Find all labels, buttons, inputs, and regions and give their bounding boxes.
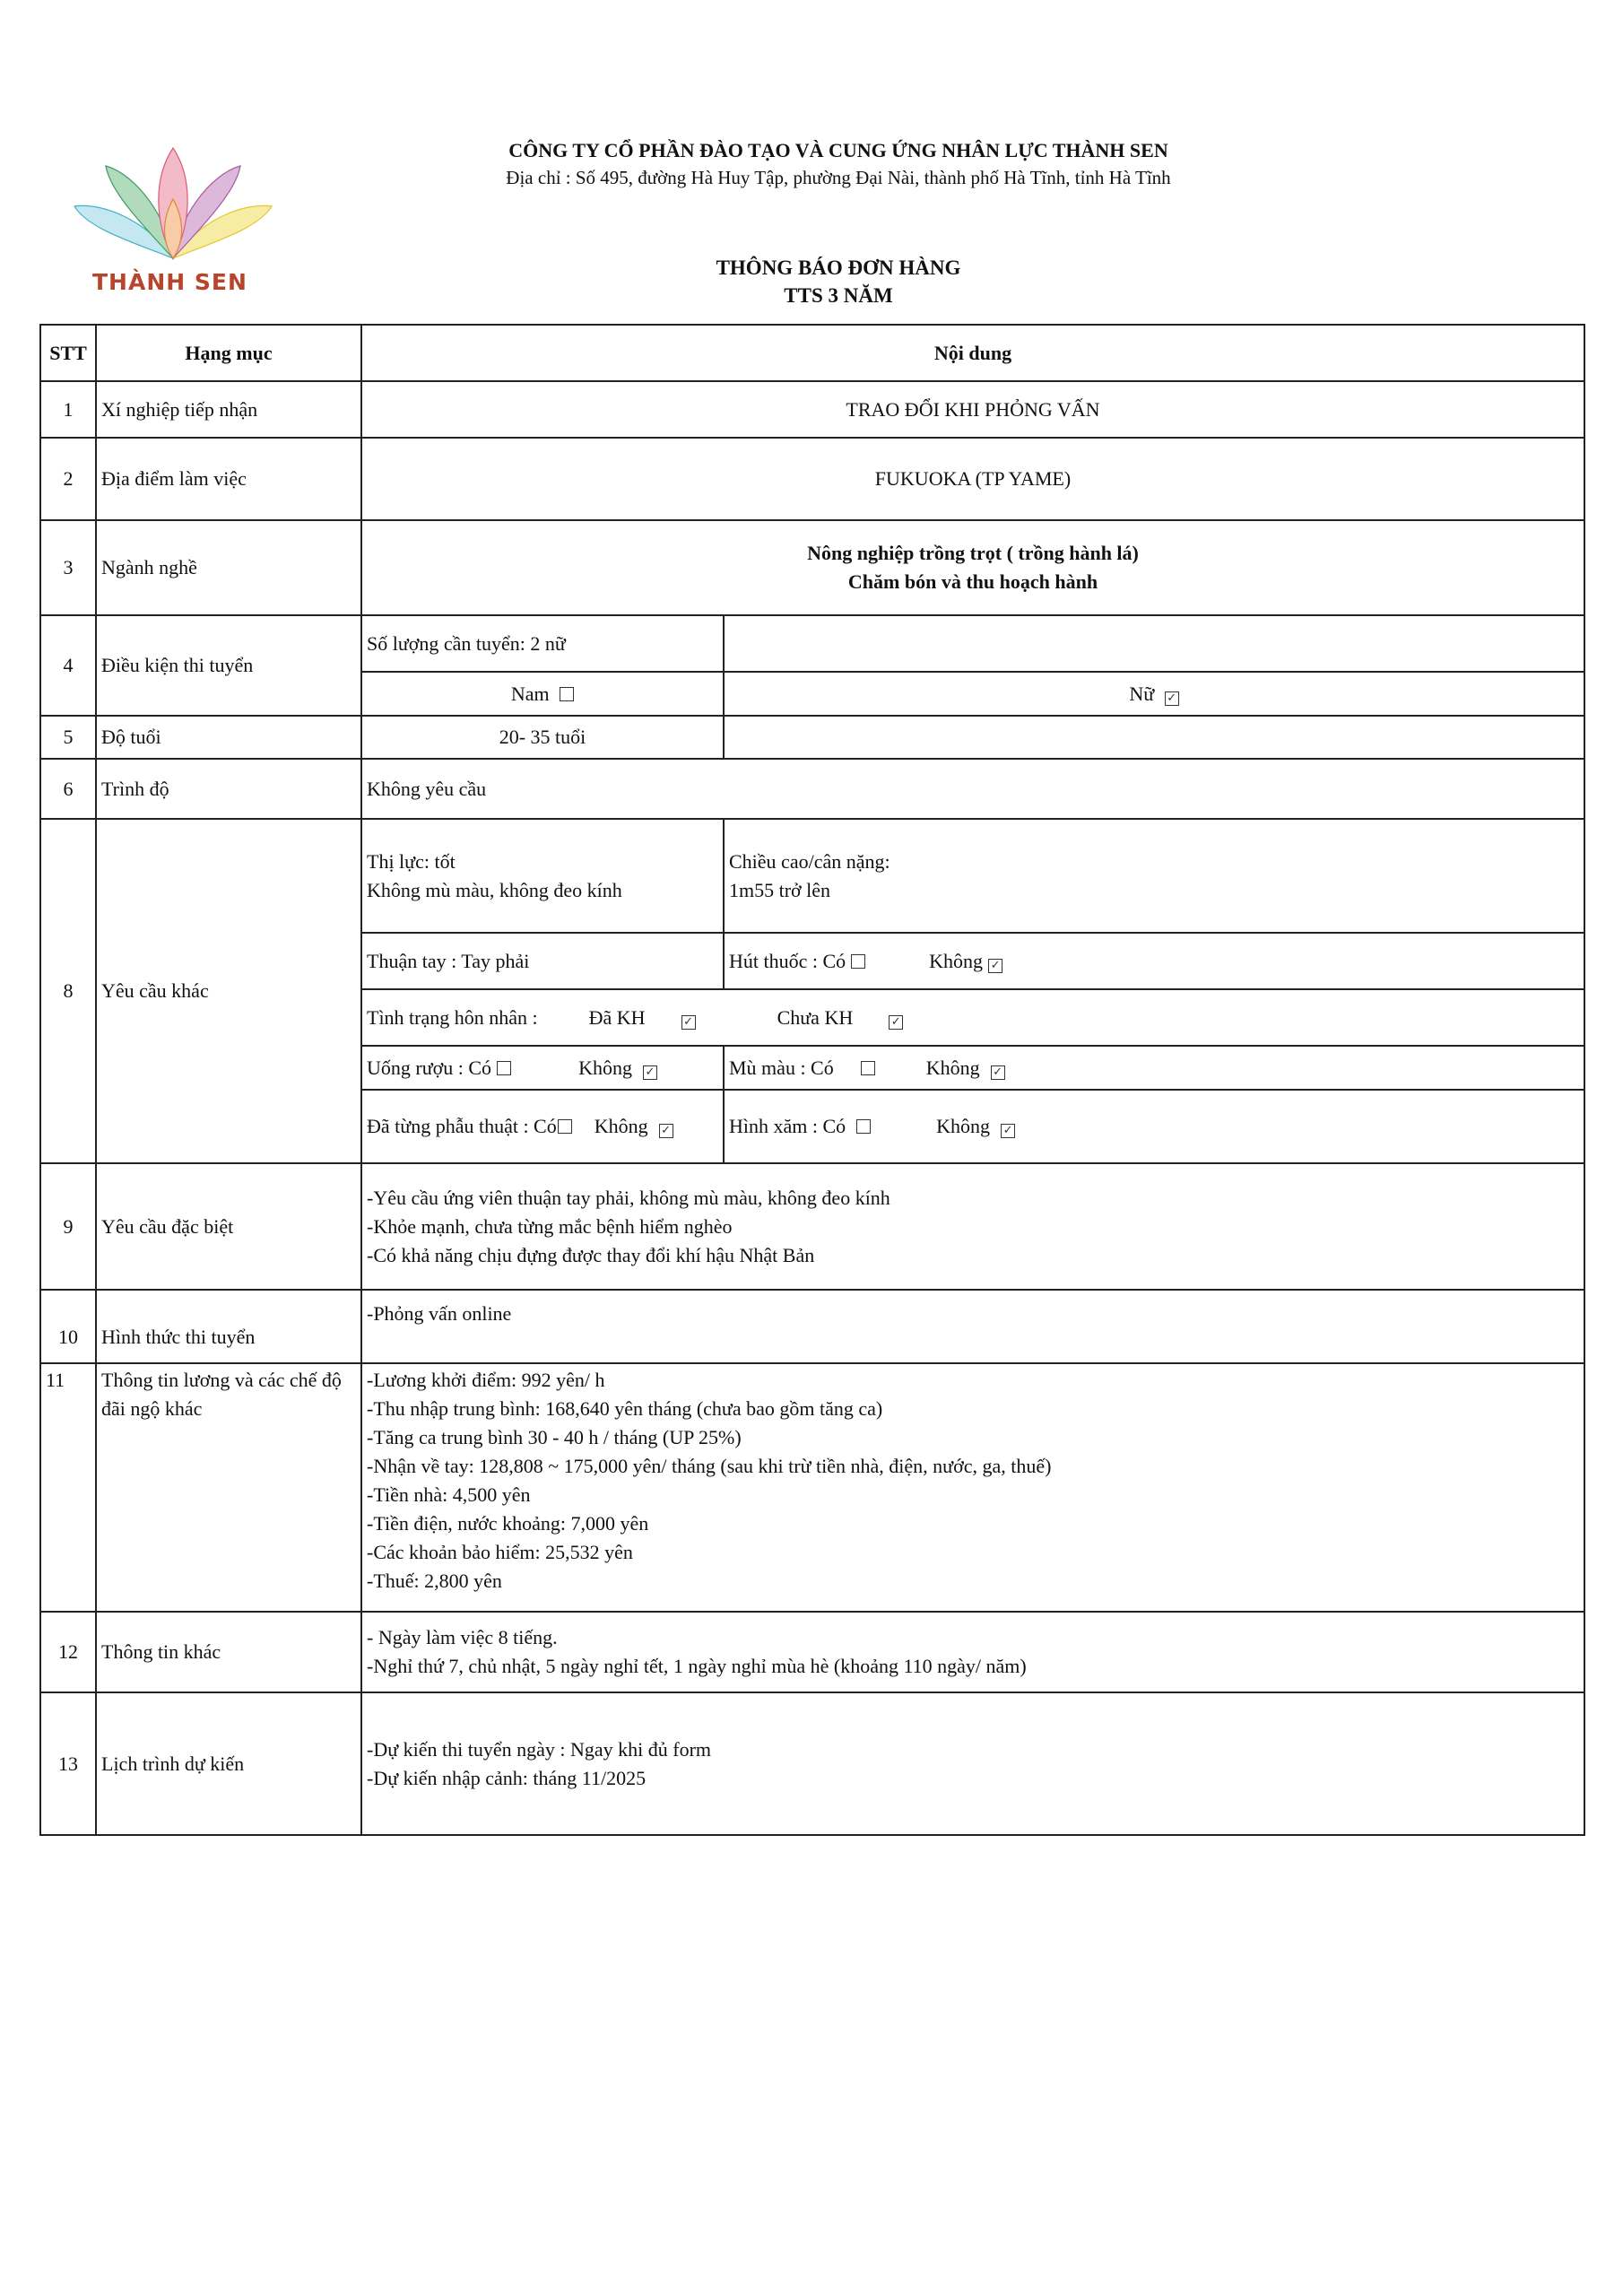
row-content	[361, 1363, 1584, 1612]
row-label: Điều kiện thi tuyển	[96, 615, 361, 716]
row-label: Lịch trình dự kiến	[96, 1692, 361, 1835]
row-number: 11	[40, 1363, 96, 1612]
occupation-line: Chăm bón và thu hoạch hành	[847, 570, 1098, 593]
table-row	[40, 1692, 1584, 1835]
info-line: -Nghỉ thứ 7, chủ nhật, 5 ngày nghỉ tết, 1 ngày nghỉ mùa hè (khoảng 110 ngày/ năm)	[367, 1655, 1027, 1677]
tattoo-no-label: Không	[936, 1115, 991, 1137]
row-number: 8	[40, 819, 96, 1163]
table-row	[40, 1612, 1584, 1692]
row-content	[361, 1163, 1584, 1290]
salary-line: -Tăng ca trung bình 30 - 40 h / tháng (UP 25%)	[367, 1426, 742, 1448]
colorblind-no-label: Không	[925, 1056, 980, 1079]
empty-cell	[724, 615, 1584, 672]
tattoo-cell	[724, 1090, 1584, 1163]
height-cell	[724, 819, 1584, 933]
row-content	[361, 1612, 1584, 1692]
schedule-line: -Dự kiến thi tuyển ngày : Ngay khi đủ form	[367, 1737, 712, 1761]
tattoo-label: Hình xăm : Có	[729, 1115, 846, 1137]
row-label: Thông tin lương và các chế độ đãi ngộ khác	[96, 1363, 361, 1612]
requirement-line: -Yêu cầu ứng viên thuận tay phải, không mù màu, không đeo kính	[367, 1186, 890, 1209]
table-row	[40, 615, 1584, 672]
salary-line: -Lương khởi điểm: 992 yên/ h	[367, 1369, 605, 1391]
alcohol-yes-checkbox[interactable]	[497, 1061, 511, 1075]
surgery-no-checkbox[interactable]: ✓	[659, 1124, 673, 1138]
smoking-cell	[724, 933, 1584, 989]
gender-male-cell	[361, 672, 724, 716]
surgery-cell	[361, 1090, 724, 1163]
header-content: Nội dung	[361, 325, 1584, 381]
company-logo	[70, 144, 276, 314]
table-header-row	[40, 325, 1584, 381]
handedness-cell: Thuận tay : Tay phải	[361, 933, 724, 989]
tattoo-yes-checkbox[interactable]	[856, 1119, 871, 1134]
row-label: Độ tuổi	[96, 716, 361, 759]
header-stt: STT	[40, 325, 96, 381]
gender-female-label: Nữ	[1129, 682, 1155, 705]
colorblind-label: Mù màu : Có	[729, 1056, 834, 1079]
salary-line: -Thu nhập trung bình: 168,640 yên tháng (chưa bao gồm tăng ca)	[367, 1397, 883, 1420]
gender-female-cell	[724, 672, 1584, 716]
male-checkbox[interactable]	[560, 687, 574, 701]
surgery-label: Đã từng phẫu thuật : Có	[367, 1115, 557, 1137]
row-label: Xí nghiệp tiếp nhận	[96, 381, 361, 438]
company-name: CÔNG TY CỔ PHẦN ĐÀO TẠO VÀ CUNG ỨNG NHÂN LỰC THÀNH SEN	[508, 139, 1168, 161]
document-title: THÔNG BÁO ĐƠN HÀNG	[716, 257, 961, 279]
row-number: 6	[40, 759, 96, 819]
married-label: Đã KH	[588, 1005, 646, 1029]
eyesight-line: Không mù màu, không đeo kính	[367, 878, 622, 901]
smoking-no-checkbox[interactable]: ✓	[988, 959, 1002, 973]
row-label: Thông tin khác	[96, 1612, 361, 1692]
smoking-yes-checkbox[interactable]	[851, 954, 865, 969]
salary-line: -Tiền nhà: 4,500 yên	[367, 1483, 531, 1506]
document-subtitle: TTS 3 NĂM	[784, 284, 893, 307]
alcohol-no-label: Không	[578, 1056, 632, 1079]
empty-cell	[724, 716, 1584, 759]
row-number: 4	[40, 615, 96, 716]
table-row	[40, 716, 1584, 759]
table-row	[40, 1290, 1584, 1363]
surgery-yes-checkbox[interactable]	[558, 1119, 572, 1134]
smoking-no-label: Không	[929, 949, 984, 972]
row-number: 9	[40, 1163, 96, 1290]
eyesight-line: Thị lực: tốt	[367, 849, 456, 873]
colorblind-cell	[724, 1046, 1584, 1090]
alcohol-no-checkbox[interactable]: ✓	[643, 1065, 657, 1080]
row-label: Địa điểm làm việc	[96, 438, 361, 520]
marital-cell	[361, 989, 1584, 1046]
single-checkbox[interactable]: ✓	[889, 1015, 903, 1030]
row-label: Yêu cầu khác	[96, 819, 361, 1163]
company-address: Địa chỉ : Số 495, đường Hà Huy Tập, phường Đại Nài, thành phố Hà Tĩnh, tỉnh Hà Tĩnh	[506, 167, 1171, 188]
table-row	[40, 381, 1584, 438]
info-line: - Ngày làm việc 8 tiếng.	[367, 1626, 558, 1648]
table-row	[40, 1363, 1584, 1612]
married-checkbox[interactable]: ✓	[681, 1015, 696, 1030]
row-label: Trình độ	[96, 759, 361, 819]
row-content: FUKUOKA (TP YAME)	[361, 438, 1584, 520]
row-number: 5	[40, 716, 96, 759]
lotus-icon	[70, 144, 276, 278]
gender-male-label: Nam	[510, 682, 550, 705]
salary-line: -Thuế: 2,800 yên	[367, 1570, 502, 1592]
row-number: 13	[40, 1692, 96, 1835]
table-row	[40, 520, 1584, 615]
header-item: Hạng mục	[96, 325, 361, 381]
row-label: Ngành nghề	[96, 520, 361, 615]
row-number: 2	[40, 438, 96, 520]
row-content	[361, 1692, 1584, 1835]
row-content: Không yêu cầu	[361, 759, 1584, 819]
eyesight-cell	[361, 819, 724, 933]
requirement-line: -Khỏe mạnh, chưa từng mắc bệnh hiểm nghèo	[367, 1214, 733, 1238]
row-content	[361, 520, 1584, 615]
female-checkbox[interactable]: ✓	[1165, 691, 1179, 706]
logo-text: THÀNH SEN	[92, 269, 247, 295]
occupation-line: Nông nghiệp trồng trọt ( trồng hành lá)	[807, 542, 1139, 564]
salary-line: -Các khoản bảo hiểm: 25,532 yên	[367, 1541, 633, 1563]
salary-line: -Nhận về tay: 128,808 ~ 175,000 yên/ tháng (sau khi trừ tiền nhà, điện, nước, ga, thuế)	[367, 1455, 1052, 1477]
row-number: 1	[40, 381, 96, 438]
table-row	[40, 1163, 1584, 1290]
alcohol-cell	[361, 1046, 724, 1090]
row-number: 3	[40, 520, 96, 615]
colorblind-no-checkbox[interactable]: ✓	[991, 1065, 1005, 1080]
single-label: Chưa KH	[777, 1005, 854, 1029]
row-label: Hình thức thi tuyển	[96, 1290, 361, 1363]
smoking-label: Hút thuốc : Có	[729, 949, 846, 972]
table-row	[40, 819, 1584, 933]
salary-line: -Tiền điện, nước khoảng: 7,000 yên	[367, 1512, 649, 1535]
row-number: 12	[40, 1612, 96, 1692]
height-line: 1m55 trở lên	[729, 878, 831, 901]
marital-label: Tình trạng hôn nhân :	[367, 1005, 538, 1029]
quantity-cell: Số lượng cần tuyển: 2 nữ	[361, 615, 724, 672]
row-label: Yêu cầu đặc biệt	[96, 1163, 361, 1290]
row-content: TRAO ĐỔI KHI PHỎNG VẤN	[361, 381, 1584, 438]
table-row	[40, 438, 1584, 520]
table-row	[40, 759, 1584, 819]
row-number: 10	[40, 1290, 96, 1363]
surgery-no-label: Không	[594, 1115, 648, 1137]
alcohol-label: Uống rượu : Có	[367, 1056, 492, 1079]
row-content: -Phỏng vấn online	[361, 1290, 1584, 1363]
height-line: Chiều cao/cân nặng:	[729, 849, 890, 873]
tattoo-no-checkbox[interactable]: ✓	[1001, 1124, 1015, 1138]
order-table	[39, 324, 1585, 1836]
requirement-line: -Có khả năng chịu đựng được thay đổi khí hậu Nhật Bản	[367, 1243, 815, 1266]
schedule-line: -Dự kiến nhập cảnh: tháng 11/2025	[367, 1766, 647, 1789]
colorblind-yes-checkbox[interactable]	[861, 1061, 875, 1075]
age-cell: 20- 35 tuổi	[361, 716, 724, 759]
